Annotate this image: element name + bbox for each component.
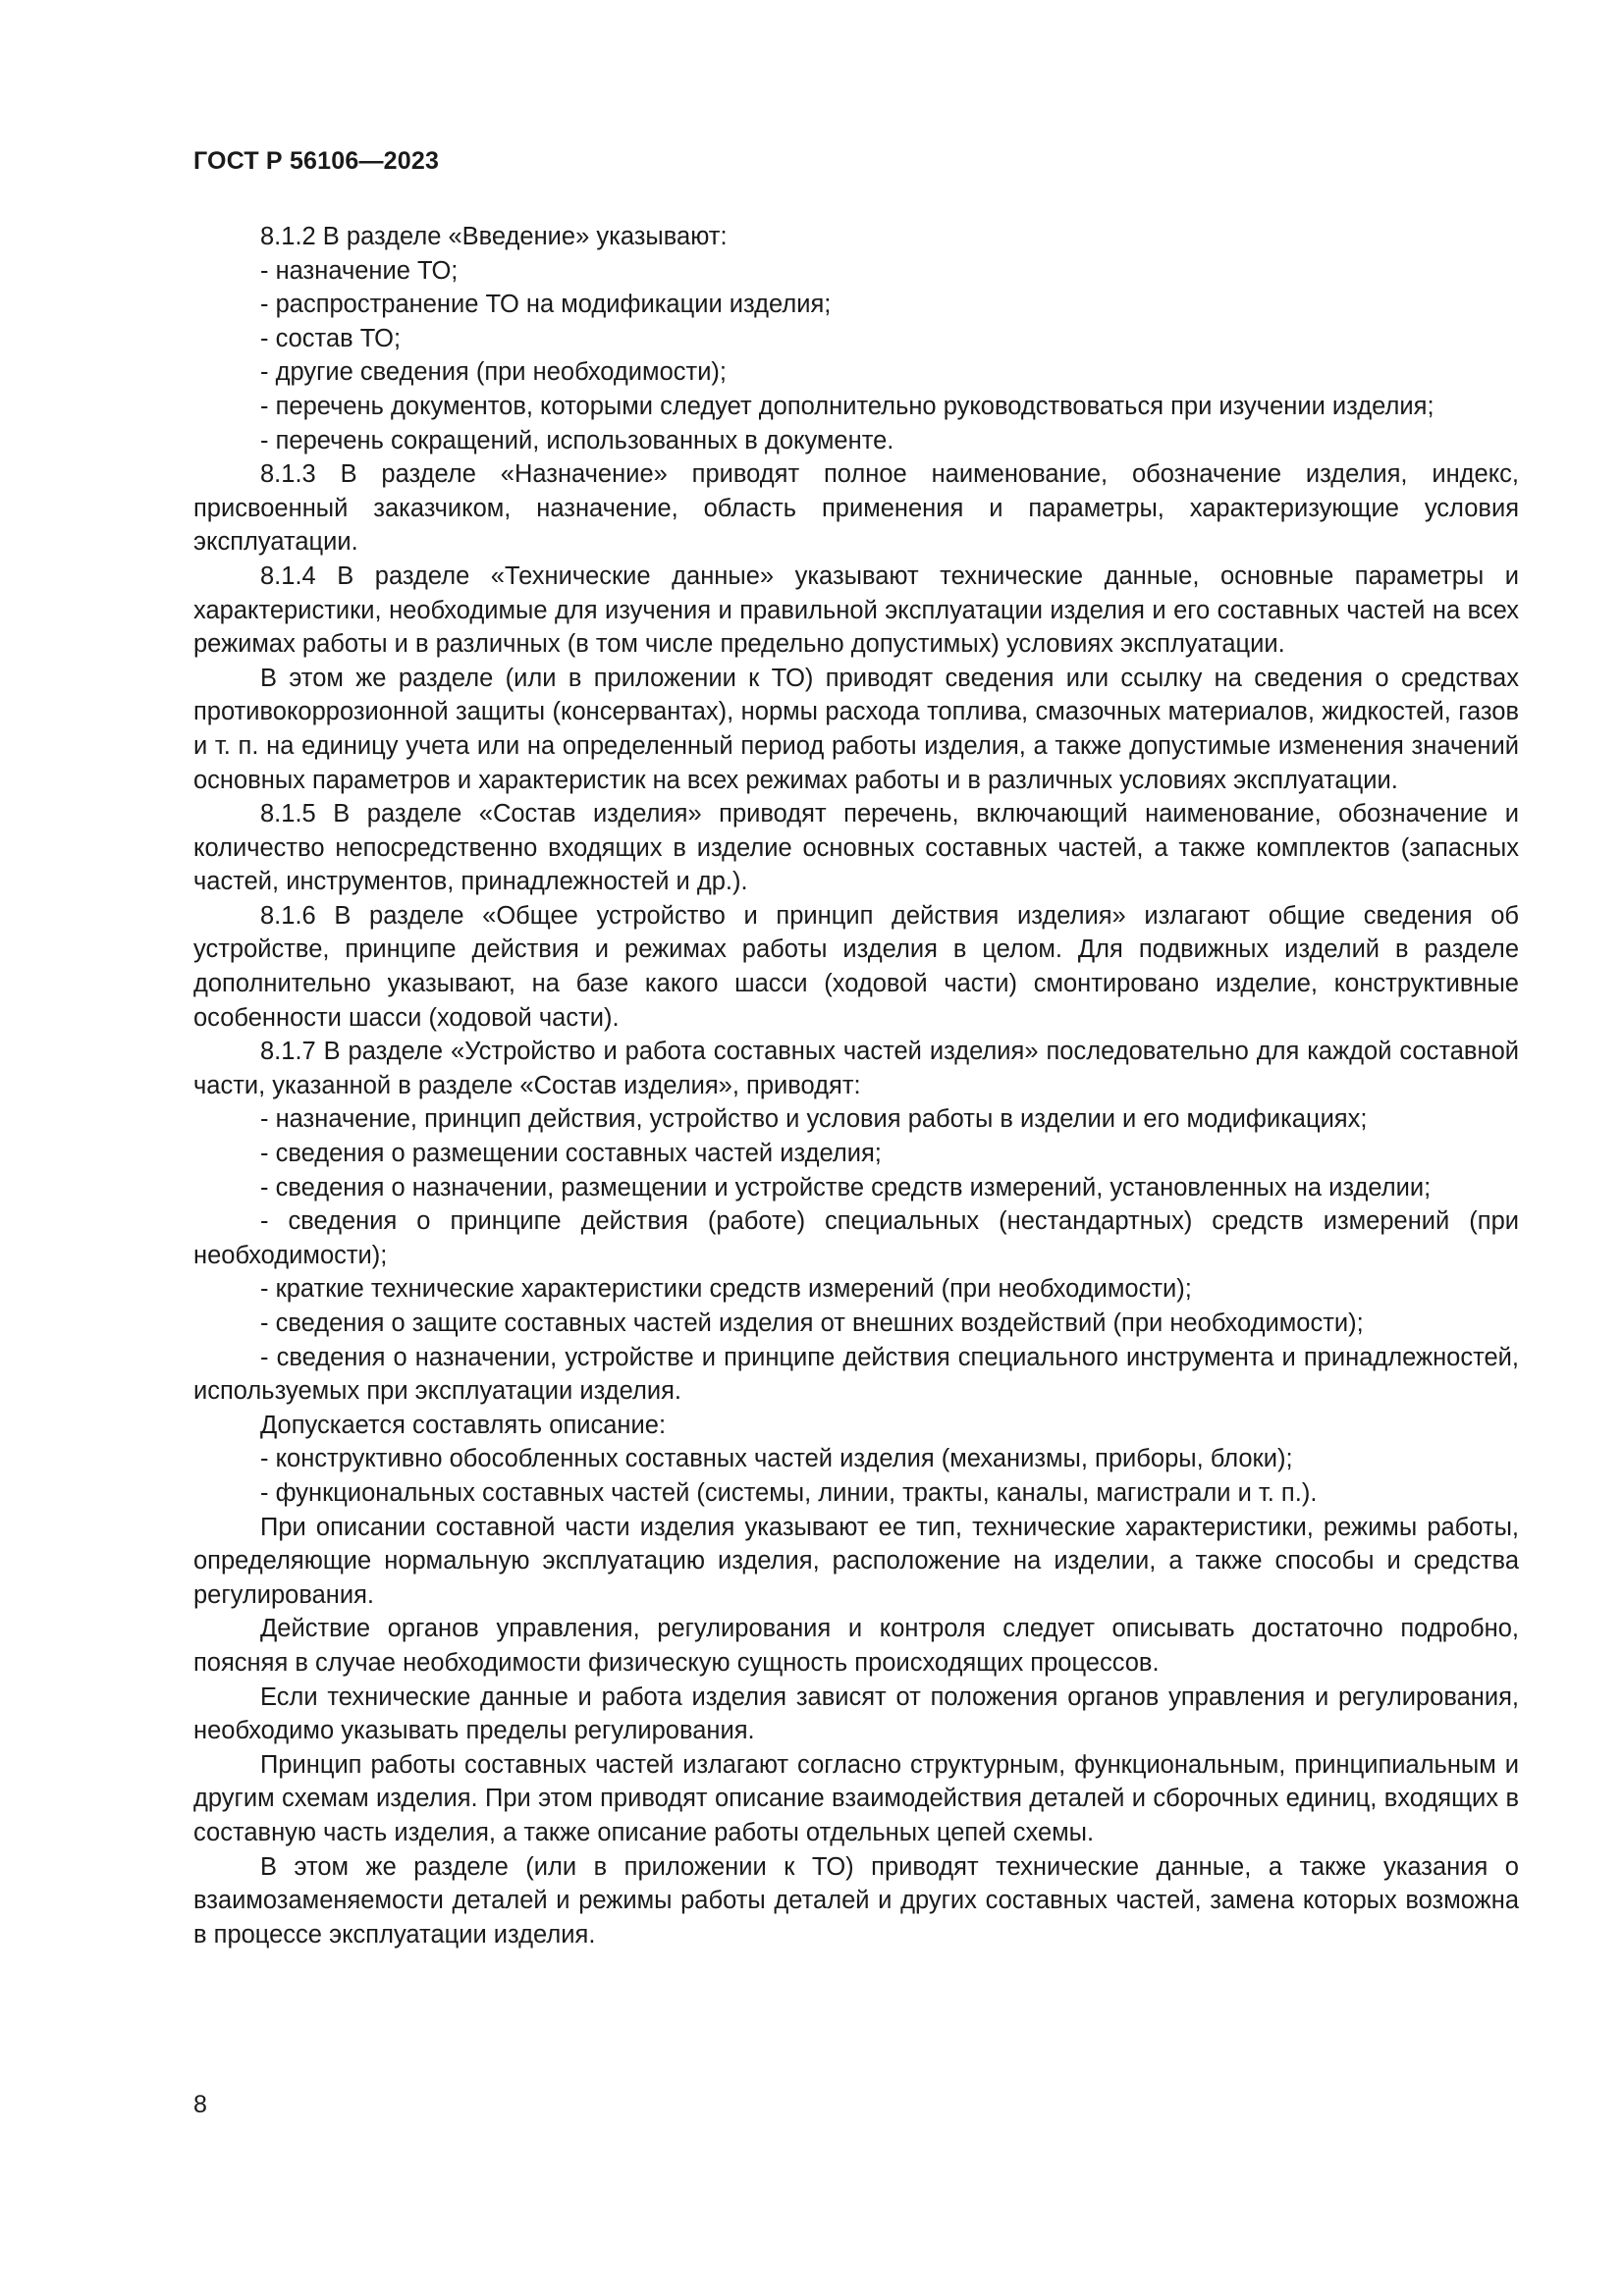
paragraph-8-1-7: 8.1.7 В разделе «Устройство и работа составных частей изделия» последовательно для каждой составной части, указанной в разделе «Состав изделия», приводят: [193, 1038, 1519, 1099]
paragraph-8-1-6: 8.1.6 В разделе «Общее устройство и принцип действия изделия» излагают общие сведения об устройстве, принципе действия и режимах работы изделия в целом. Для подвижных изделий в разделе дополнительно указывают, на базе какого шасси (ходовой части) смонтировано изделие, конструктивные особенности шасси (ходовой части). [193, 901, 1519, 1032]
document-header: ГОСТ Р 56106—2023 [193, 147, 440, 175]
paragraph: При описании составной части изделия указывают ее тип, технические характеристики, режимы работы, определяющие нормальную эксплуатацию изделия, расположение на изделии, а также способы и средства регулирования. [193, 1513, 1519, 1609]
list-item: - назначение, принцип действия, устройство и условия работы в изделии и его модификациях; [260, 1105, 1368, 1134]
list-item: - сведения о защите составных частей изделия от внешних воздействий (при необходимости); [260, 1309, 1364, 1337]
list-item: - перечень сокращений, использованных в документе. [260, 426, 894, 454]
paragraph-8-1-5: 8.1.5 В разделе «Состав изделия» приводят перечень, включающий наименование, обозначение и количество непосредственно входящих в изделие основных составных частей, а также комплектов (запасных частей, инструментов, принадлежностей и др.). [193, 800, 1519, 896]
paragraph-8-1-3: 8.1.3 В разделе «Назначение» приводят полное наименование, обозначение изделия, индекс, присвоенный заказчиком, назначение, область применения и параметры, характеризующие условия эксплуатации. [193, 460, 1519, 557]
list-item: - сведения о назначении, размещении и устройстве средств измерений, установленных на изделии; [260, 1173, 1432, 1201]
paragraph: Допускается составлять описание: [260, 1411, 667, 1439]
paragraph: Действие органов управления, регулирования и контроля следует описывать достаточно подробно, поясняя в случае необходимости физическую сущность происходящих процессов. [193, 1615, 1519, 1677]
list-item: - сведения о принципе действия (работе) специальных (нестандартных) средств измерений (при необходимости); [193, 1207, 1519, 1269]
paragraph: В этом же разделе (или в приложении к ТО) приводят технические данные, а также указания о взаимозаменяемости деталей и режимы работы деталей и других составных частей, замена которых возможна в процессе эксплуатации изделия. [193, 1852, 1519, 1949]
list-item: - перечень документов, которыми следует дополнительно руководствоваться при изучении изделия; [260, 392, 1435, 420]
paragraph: Если технические данные и работа изделия зависят от положения органов управления и регулирования, необходимо указывать пределы регулирования. [193, 1682, 1519, 1745]
paragraph-8-1-2: 8.1.2 В разделе «Введение» указывают: [260, 223, 728, 250]
page-number: 8 [193, 2091, 207, 2118]
list-item: - распространение ТО на модификации изделия; [260, 291, 832, 319]
paragraph-8-1-4: 8.1.4 В разделе «Технические данные» указывают технические данные, основные параметры и характеристики, необходимые для изучения и правильной эксплуатации изделия и его составных частей на всех режимах работы и в различных (в том числе предельно допустимых) условиях эксплуатации. [193, 561, 1519, 659]
document-body [193, 220, 1519, 1951]
list-item: - сведения о размещении составных частей изделия; [260, 1140, 882, 1168]
list-item: - другие сведения (при необходимости); [260, 358, 728, 387]
list-item: - состав ТО; [260, 324, 402, 352]
paragraph: Принцип работы составных частей излагают согласно структурным, функциональным, принципиальным и другим схемам изделия. При этом приводят описание взаимодействия деталей и сборочных единиц, входящих в составную часть изделия, а также описание работы отдельных цепей схемы. [193, 1750, 1519, 1846]
paragraph: В этом же разделе (или в приложении к ТО) приводят сведения или ссылку на сведения о средствах противокоррозионной защиты (консервантах), нормы расхода топлива, смазочных материалов, жидкостей, газов и т. п. на единицу учета или на определенный период работы изделия, а также допустимые изменения значений основных параметров и характеристик на всех режимах работы и в различных условиях эксплуатации. [193, 664, 1519, 794]
list-item: - назначение ТО; [260, 256, 459, 285]
list-item: - функциональных составных частей (системы, линии, тракты, каналы, магистрали и т. п.). [260, 1478, 1318, 1507]
list-item: - краткие технические характеристики средств измерений (при необходимости); [260, 1275, 1192, 1304]
list-item: - сведения о назначении, устройстве и принципе действия специального инструмента и принадлежностей, используемых при эксплуатации изделия. [193, 1343, 1519, 1406]
list-item: - конструктивно обособленных составных частей изделия (механизмы, приборы, блоки); [260, 1445, 1293, 1473]
